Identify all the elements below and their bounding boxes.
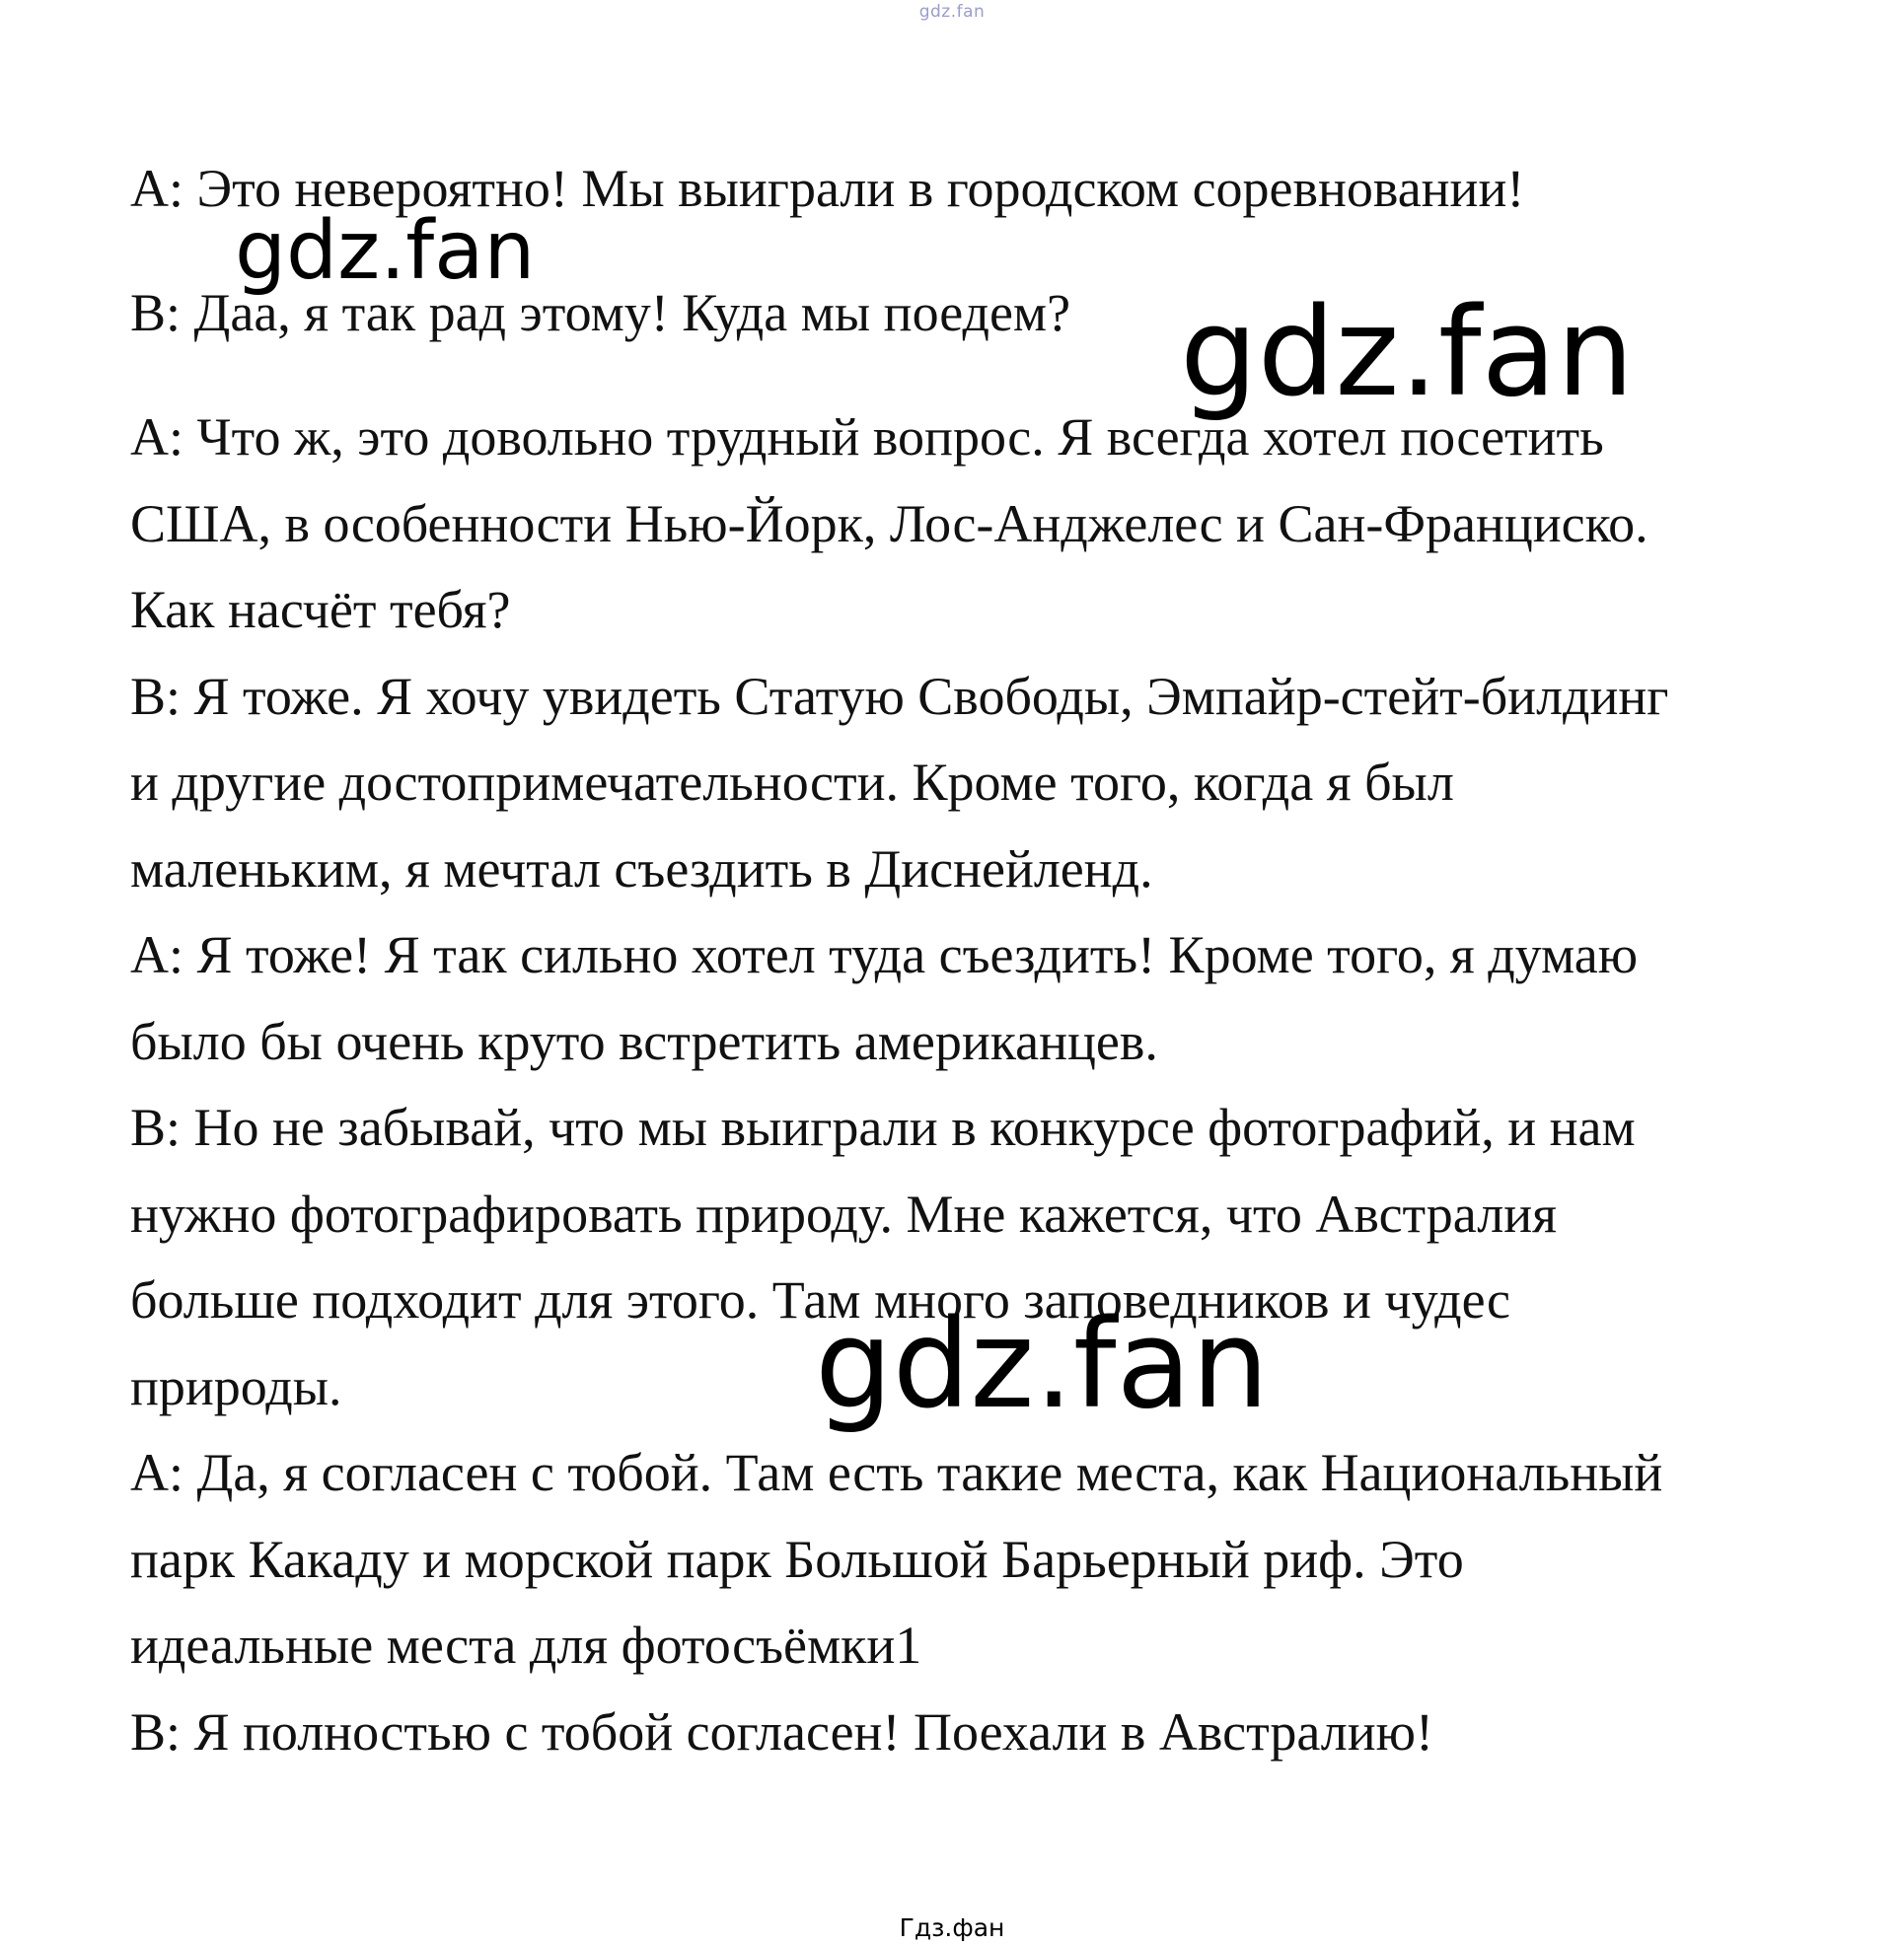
dialogue-line: маленьким, я мечтал съездить в Диснейленд. [130, 838, 1153, 899]
dialogue-line: больше подходит для этого. Там много заповедников и чудес [130, 1270, 1510, 1330]
dialogue-line: и другие достопримечательности. Кроме того, когда я был [130, 753, 1454, 812]
dialogue-line: природы. [130, 1356, 342, 1416]
dialogue-line: идеальные места для фотосъёмки1 [130, 1616, 922, 1675]
dialogue-line: В: Я тоже. Я хочу увидеть Статую Свободы, Эмпайр-стейт-билдинг [130, 666, 1669, 726]
header-site-mark: gdz.fan [918, 2, 986, 22]
dialogue-line: нужно фотографировать природу. Мне кажется, что Австралия [130, 1184, 1557, 1244]
dialogue-line: В: Я полностью с тобой согласен! Поехали в Австралию! [130, 1701, 1433, 1762]
dialogue-line: А: Да, я согласен с тобой. Там есть такие места, как Национальный [130, 1443, 1663, 1502]
dialogue-line: Как насчёт тебя? [130, 580, 511, 639]
footer-site-mark: Гдз.фан [899, 1913, 1005, 1942]
dialogue-line: было бы очень круто встретить американцев. [130, 1011, 1158, 1071]
dialogue-line: парк Какаду и морской парк Большой Барьерный риф. Это [130, 1529, 1464, 1589]
watermark: gdz.fan [1180, 282, 1635, 424]
dialogue-line: В: Но не забывай, что мы выиграли в конкурсе фотографий, и нам [130, 1098, 1636, 1157]
dialogue-line: США, в особенности Нью-Йорк, Лос-Анджелес и Сан-Франциско. [130, 493, 1648, 553]
dialogue-line: А: Я тоже! Я так сильно хотел туда съездить! Кроме того, я думаю [130, 925, 1639, 984]
dialogue-line: А: Это невероятно! Мы выиграли в городском соревновании! [130, 159, 1525, 218]
dialogue-line: В: Даа, я так рад этому! Куда мы поедем? [130, 283, 1071, 342]
dialogue-line: А: Что ж, это довольно трудный вопрос. Я всегда хотел посетить [130, 407, 1604, 467]
watermark: gdz.fan [235, 204, 536, 298]
watermark: gdz.fan [815, 1294, 1270, 1436]
